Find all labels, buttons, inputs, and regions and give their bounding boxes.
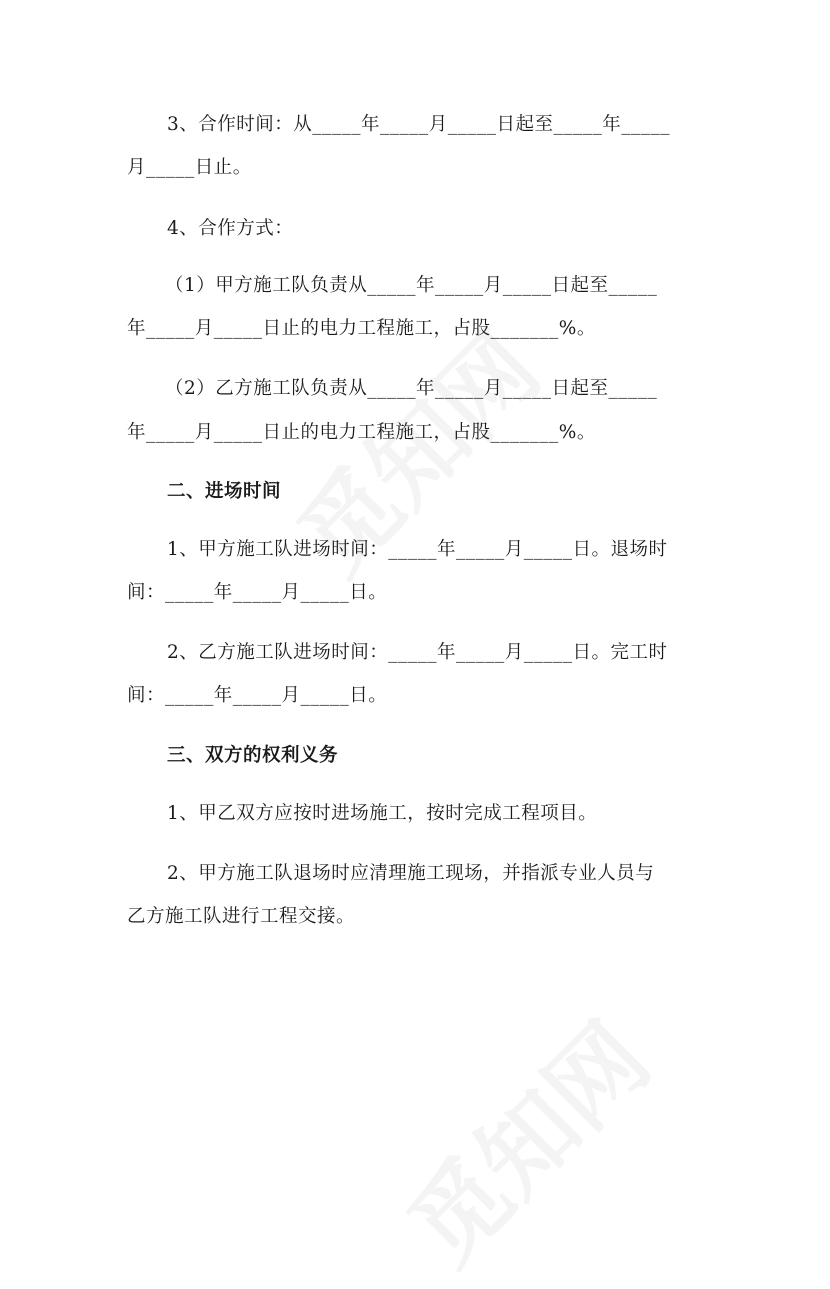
party-b-entry-line-2: 间：_____年_____月_____日。	[127, 685, 388, 706]
party-a-entry-line-1: 1、甲方施工队进场时间：_____年_____月_____日。退场时	[167, 539, 668, 560]
party-b-entry-line-1: 2、乙方施工队进场时间：_____年_____月_____日。完工时	[167, 642, 668, 663]
party-b-method-line-1: （2）乙方施工队负责从_____年_____月_____日起至_____	[165, 378, 658, 399]
cooperation-time-line-1: 3、合作时间：从_____年_____月_____日起至_____年_____	[167, 114, 671, 135]
section-heading-rights-obligations: 三、双方的权利义务	[167, 745, 339, 766]
party-a-entry-line-2: 间：_____年_____月_____日。	[127, 582, 388, 603]
rights-item-2-line-2: 乙方施工队进行工程交接。	[127, 906, 356, 927]
rights-item-2-line-1: 2、甲方施工队退场时应清理施工现场，并指派专业人员与	[167, 863, 655, 884]
rights-item-1: 1、甲乙双方应按时进场施工，按时完成工程项目。	[167, 803, 598, 824]
section-heading-entry-time: 二、进场时间	[167, 481, 282, 502]
party-b-method-line-2: 年_____月_____日止的电力工程施工，占股_______%。	[127, 422, 596, 443]
cooperation-method-line: 4、合作方式：	[167, 218, 294, 239]
watermark-bottom	[374, 988, 675, 1289]
party-a-method-line-2: 年_____月_____日止的电力工程施工，占股_______%。	[127, 318, 596, 339]
cooperation-time-line-2: 月_____日止。	[127, 157, 252, 178]
party-a-method-line-1: （1）甲方施工队负责从_____年_____月_____日起至_____	[165, 275, 658, 296]
